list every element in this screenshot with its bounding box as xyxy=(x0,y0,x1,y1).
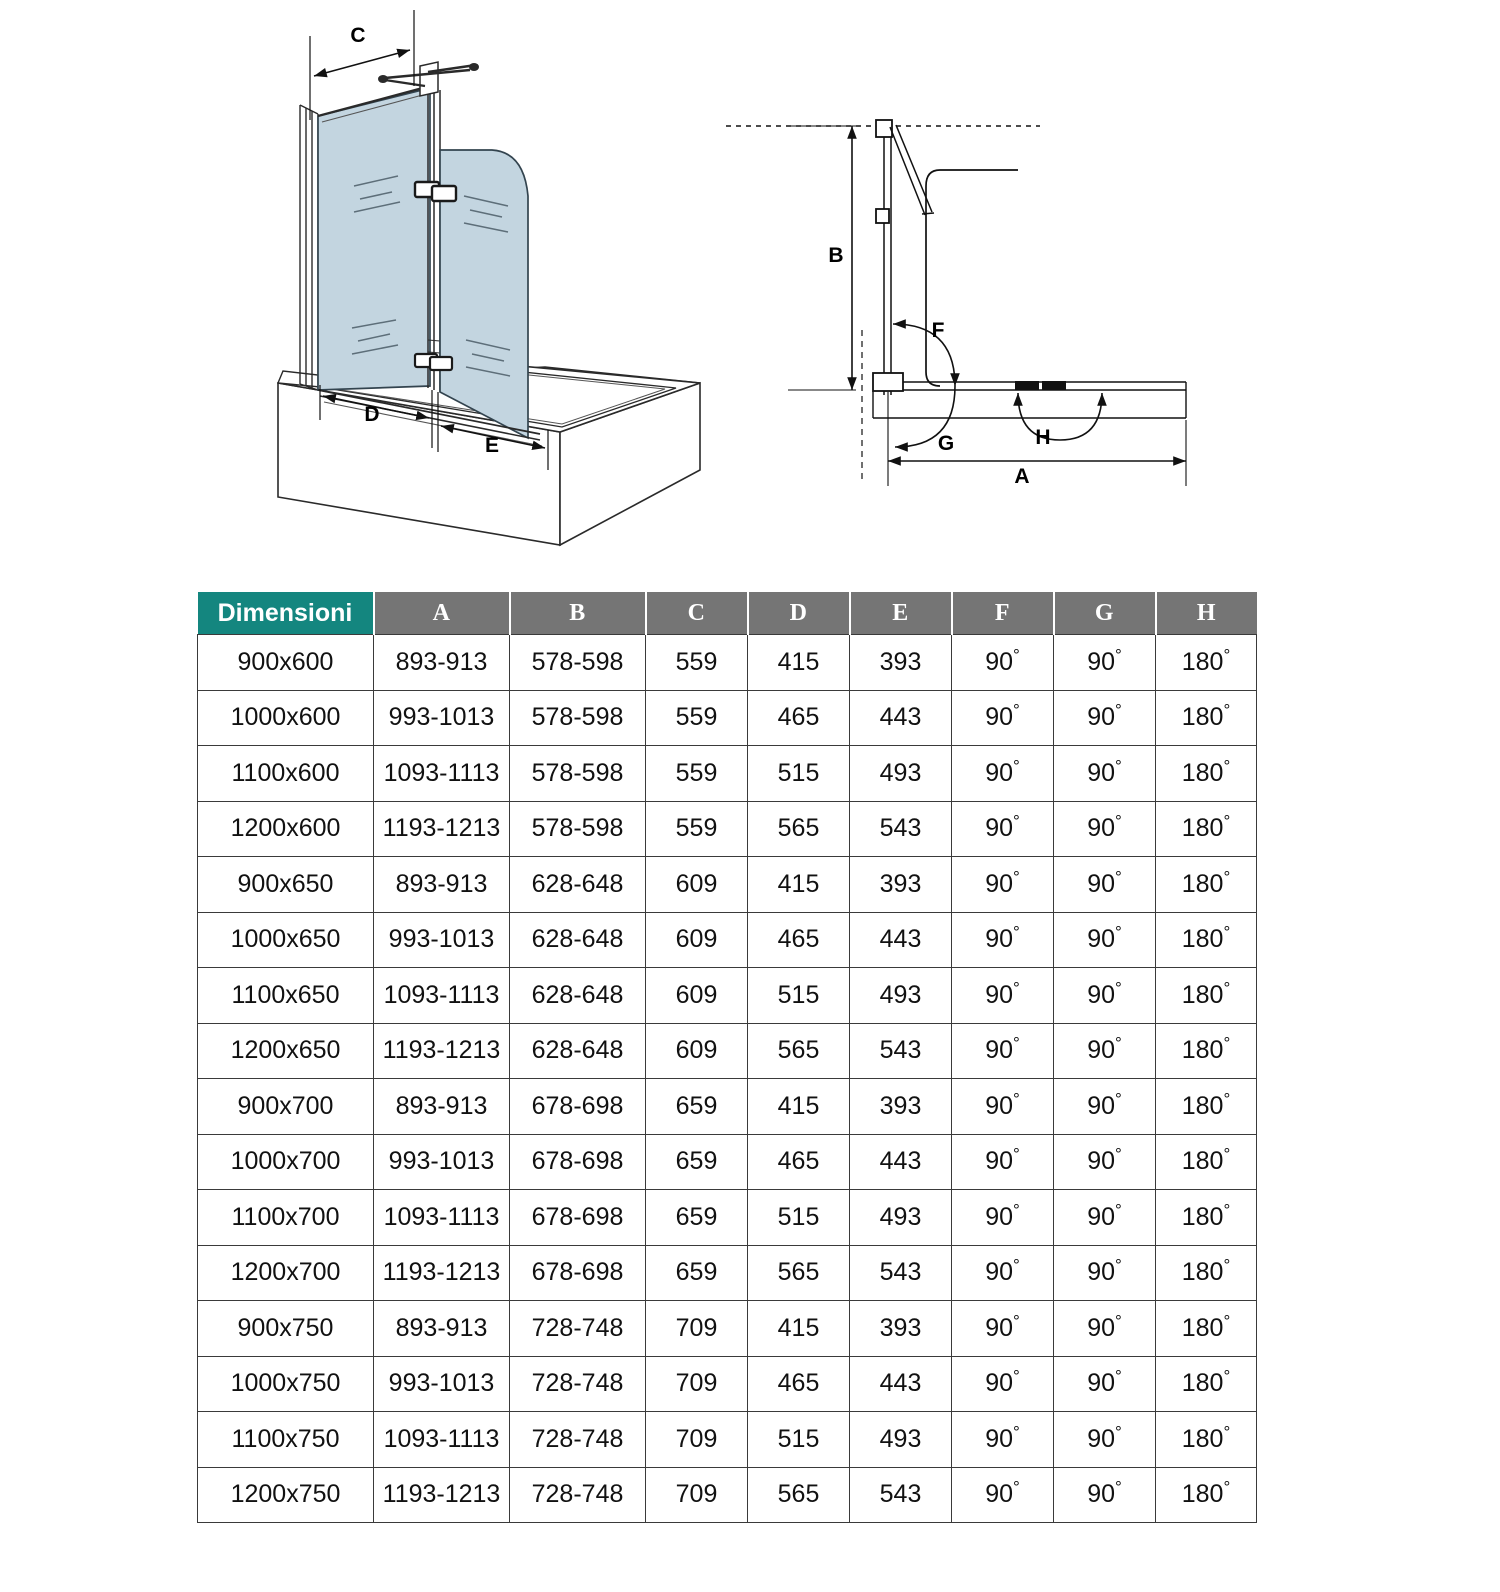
degree-symbol: ° xyxy=(1223,700,1231,720)
cell-c: 709 xyxy=(646,1301,748,1357)
cell-dim: 1000x650 xyxy=(198,912,374,968)
degree-symbol: ° xyxy=(1115,700,1122,720)
cell-c: 609 xyxy=(646,1023,748,1079)
cell-d: 465 xyxy=(748,912,850,968)
column-header-a: A xyxy=(374,592,510,635)
dimension-label-c: C xyxy=(350,24,366,47)
cell-g: 90° xyxy=(1054,1245,1156,1301)
cell-f: 90° xyxy=(952,746,1054,802)
cell-b: 728-748 xyxy=(510,1412,646,1468)
cell-f: 90° xyxy=(952,635,1054,691)
cell-c: 609 xyxy=(646,968,748,1024)
cell-h: 180° xyxy=(1156,1467,1257,1523)
cell-a: 893-913 xyxy=(374,1079,510,1135)
cell-b: 578-598 xyxy=(510,746,646,802)
cell-d: 565 xyxy=(748,1467,850,1523)
cell-e: 493 xyxy=(850,1190,952,1246)
cell-h: 180° xyxy=(1156,1190,1257,1246)
cell-b: 628-648 xyxy=(510,857,646,913)
degree-symbol: ° xyxy=(1013,1422,1020,1442)
cell-c: 659 xyxy=(646,1134,748,1190)
cell-d: 565 xyxy=(748,1245,850,1301)
cell-e: 443 xyxy=(850,912,952,968)
cell-h: 180° xyxy=(1156,1023,1257,1079)
dimension-label-g: G xyxy=(937,432,955,455)
cell-f: 90° xyxy=(952,912,1054,968)
cell-e: 393 xyxy=(850,635,952,691)
cell-dim: 1000x700 xyxy=(198,1134,374,1190)
cell-a: 1193-1213 xyxy=(374,1467,510,1523)
cell-c: 559 xyxy=(646,635,748,691)
elevation-view xyxy=(278,10,700,545)
cell-b: 678-698 xyxy=(510,1190,646,1246)
cell-d: 565 xyxy=(748,801,850,857)
cell-e: 443 xyxy=(850,1356,952,1412)
cell-c: 709 xyxy=(646,1467,748,1523)
cell-b: 578-598 xyxy=(510,690,646,746)
table-row xyxy=(198,1467,1257,1523)
cell-d: 415 xyxy=(748,1301,850,1357)
column-header-g: G xyxy=(1054,592,1156,635)
cell-c: 659 xyxy=(646,1190,748,1246)
cell-a: 1093-1113 xyxy=(374,746,510,802)
cell-b: 728-748 xyxy=(510,1467,646,1523)
cell-e: 493 xyxy=(850,968,952,1024)
degree-symbol: ° xyxy=(1223,645,1231,665)
mid-pivot-block xyxy=(876,209,889,223)
cell-h: 180° xyxy=(1156,635,1257,691)
degree-symbol: ° xyxy=(1115,1200,1122,1220)
degree-symbol: ° xyxy=(1013,1144,1020,1164)
degree-symbol: ° xyxy=(1013,922,1020,942)
technical-diagram-area xyxy=(0,0,1500,580)
degree-symbol: ° xyxy=(1115,1255,1122,1275)
degree-symbol: ° xyxy=(1223,1255,1231,1275)
dimension-label-h: H xyxy=(1035,426,1051,449)
dimension-label-b: B xyxy=(828,244,844,267)
cell-d: 465 xyxy=(748,1356,850,1412)
cell-e: 443 xyxy=(850,690,952,746)
cell-c: 559 xyxy=(646,690,748,746)
degree-symbol: ° xyxy=(1115,756,1122,776)
cell-b: 578-598 xyxy=(510,801,646,857)
cell-dim: 900x600 xyxy=(198,635,374,691)
cell-dim: 900x650 xyxy=(198,857,374,913)
degree-symbol: ° xyxy=(1223,1311,1231,1331)
degree-symbol: ° xyxy=(1013,700,1020,720)
fixed-panel-plan xyxy=(862,126,891,480)
cell-e: 393 xyxy=(850,1079,952,1135)
cell-e: 543 xyxy=(850,1245,952,1301)
degree-symbol: ° xyxy=(1013,811,1020,831)
degree-symbol: ° xyxy=(1223,922,1231,942)
cell-e: 393 xyxy=(850,857,952,913)
degree-symbol: ° xyxy=(1013,645,1020,665)
cell-d: 515 xyxy=(748,968,850,1024)
table-row xyxy=(198,1023,1257,1079)
top-pivot-block xyxy=(876,120,892,137)
table-row xyxy=(198,1190,1257,1246)
cell-h: 180° xyxy=(1156,690,1257,746)
cell-dim: 1200x700 xyxy=(198,1245,374,1301)
cell-e: 543 xyxy=(850,1467,952,1523)
dimension-b xyxy=(788,126,856,390)
cell-g: 90° xyxy=(1054,1134,1156,1190)
cell-b: 728-748 xyxy=(510,1301,646,1357)
cell-c: 659 xyxy=(646,1079,748,1135)
degree-symbol: ° xyxy=(1013,1033,1020,1053)
cell-h: 180° xyxy=(1156,1301,1257,1357)
dimension-label-e: E xyxy=(484,434,500,457)
cell-b: 628-648 xyxy=(510,968,646,1024)
cell-f: 90° xyxy=(952,1023,1054,1079)
degree-symbol: ° xyxy=(1115,1422,1122,1442)
table-row xyxy=(198,635,1257,691)
degree-symbol: ° xyxy=(1223,1366,1231,1386)
cell-g: 90° xyxy=(1054,1467,1156,1523)
degree-symbol: ° xyxy=(1115,645,1122,665)
column-header-d: D xyxy=(748,592,850,635)
column-header-e: E xyxy=(850,592,952,635)
cell-f: 90° xyxy=(952,1301,1054,1357)
corner-pivot-block xyxy=(873,373,903,391)
cell-g: 90° xyxy=(1054,1023,1156,1079)
degree-symbol: ° xyxy=(1013,1200,1020,1220)
degree-symbol: ° xyxy=(1115,867,1122,887)
angle-h xyxy=(1018,393,1102,449)
cell-f: 90° xyxy=(952,857,1054,913)
cell-h: 180° xyxy=(1156,912,1257,968)
degree-symbol: ° xyxy=(1223,1477,1231,1497)
cell-dim: 1100x750 xyxy=(198,1412,374,1468)
table-row xyxy=(198,1356,1257,1412)
cell-c: 559 xyxy=(646,801,748,857)
cell-f: 90° xyxy=(952,690,1054,746)
degree-symbol: ° xyxy=(1115,1311,1122,1331)
cell-b: 628-648 xyxy=(510,912,646,968)
cell-b: 678-698 xyxy=(510,1134,646,1190)
degree-symbol: ° xyxy=(1115,1144,1122,1164)
wall-profile xyxy=(300,105,318,390)
column-header-f: F xyxy=(952,592,1054,635)
cell-a: 993-1013 xyxy=(374,690,510,746)
cell-a: 993-1013 xyxy=(374,912,510,968)
cell-dim: 1100x700 xyxy=(198,1190,374,1246)
glass-panel-left xyxy=(318,88,430,390)
degree-symbol: ° xyxy=(1115,1366,1122,1386)
cell-d: 415 xyxy=(748,635,850,691)
dimensions-table-wrapper xyxy=(197,592,1256,1523)
cell-f: 90° xyxy=(952,1190,1054,1246)
degree-symbol: ° xyxy=(1223,1033,1231,1053)
table-row xyxy=(198,1079,1257,1135)
cell-h: 180° xyxy=(1156,968,1257,1024)
cell-d: 465 xyxy=(748,1134,850,1190)
cell-d: 515 xyxy=(748,1412,850,1468)
cell-d: 465 xyxy=(748,690,850,746)
cell-b: 628-648 xyxy=(510,1023,646,1079)
dimension-label-d: D xyxy=(364,403,380,426)
table-row xyxy=(198,1412,1257,1468)
cell-d: 515 xyxy=(748,746,850,802)
degree-symbol: ° xyxy=(1013,1477,1020,1497)
cell-h: 180° xyxy=(1156,1079,1257,1135)
column-header-dimensioni: Dimensioni xyxy=(198,592,374,635)
cell-dim: 1200x600 xyxy=(198,801,374,857)
cell-d: 415 xyxy=(748,857,850,913)
plan-view xyxy=(726,120,1186,488)
angle-g xyxy=(895,386,955,455)
dimension-label-f: F xyxy=(931,319,945,342)
cell-h: 180° xyxy=(1156,1412,1257,1468)
technical-drawings-svg xyxy=(0,0,1500,580)
cell-dim: 1200x650 xyxy=(198,1023,374,1079)
cell-g: 90° xyxy=(1054,857,1156,913)
cell-g: 90° xyxy=(1054,1301,1156,1357)
cell-dim: 1100x650 xyxy=(198,968,374,1024)
cell-a: 1093-1113 xyxy=(374,968,510,1024)
cell-e: 393 xyxy=(850,1301,952,1357)
degree-symbol: ° xyxy=(1223,867,1231,887)
degree-symbol: ° xyxy=(1223,1422,1231,1442)
cell-h: 180° xyxy=(1156,746,1257,802)
table-header xyxy=(198,592,1257,635)
degree-symbol: ° xyxy=(1223,756,1231,776)
cell-e: 443 xyxy=(850,1134,952,1190)
cell-dim: 900x700 xyxy=(198,1079,374,1135)
cell-c: 709 xyxy=(646,1412,748,1468)
cell-a: 1193-1213 xyxy=(374,1245,510,1301)
cell-e: 493 xyxy=(850,746,952,802)
cell-c: 659 xyxy=(646,1245,748,1301)
cell-g: 90° xyxy=(1054,690,1156,746)
cell-g: 90° xyxy=(1054,1079,1156,1135)
cell-f: 90° xyxy=(952,1356,1054,1412)
table-row xyxy=(198,968,1257,1024)
cell-h: 180° xyxy=(1156,1245,1257,1301)
degree-symbol: ° xyxy=(1013,1311,1020,1331)
cell-dim: 1200x750 xyxy=(198,1467,374,1523)
degree-symbol: ° xyxy=(1115,922,1122,942)
cell-e: 543 xyxy=(850,801,952,857)
table-row xyxy=(198,1301,1257,1357)
table-row xyxy=(198,746,1257,802)
cell-b: 678-698 xyxy=(510,1245,646,1301)
cell-g: 90° xyxy=(1054,1190,1156,1246)
degree-symbol: ° xyxy=(1013,1089,1020,1109)
cell-g: 90° xyxy=(1054,635,1156,691)
cell-a: 893-913 xyxy=(374,857,510,913)
stabiliser-bar-plan xyxy=(890,125,934,215)
degree-symbol: ° xyxy=(1223,1200,1231,1220)
table-header-row xyxy=(198,592,1257,635)
cell-h: 180° xyxy=(1156,1134,1257,1190)
cell-dim: 1000x600 xyxy=(198,690,374,746)
cell-dim: 900x750 xyxy=(198,1301,374,1357)
cell-d: 515 xyxy=(748,1190,850,1246)
cell-a: 1193-1213 xyxy=(374,1023,510,1079)
table-row xyxy=(198,1245,1257,1301)
table-row xyxy=(198,912,1257,968)
cell-a: 993-1013 xyxy=(374,1134,510,1190)
degree-symbol: ° xyxy=(1013,978,1020,998)
column-header-b: B xyxy=(510,592,646,635)
cell-g: 90° xyxy=(1054,1412,1156,1468)
degree-symbol: ° xyxy=(1223,1089,1231,1109)
degree-symbol: ° xyxy=(1013,1255,1020,1275)
degree-symbol: ° xyxy=(1013,867,1020,887)
cell-g: 90° xyxy=(1054,746,1156,802)
table-row xyxy=(198,1134,1257,1190)
cell-a: 1093-1113 xyxy=(374,1190,510,1246)
cell-dim: 1000x750 xyxy=(198,1356,374,1412)
column-header-c: C xyxy=(646,592,748,635)
door-leaf-plan xyxy=(926,170,1018,386)
cell-g: 90° xyxy=(1054,912,1156,968)
cell-f: 90° xyxy=(952,1412,1054,1468)
dimension-label-a: A xyxy=(1014,465,1030,488)
cell-g: 90° xyxy=(1054,968,1156,1024)
degree-symbol: ° xyxy=(1115,1033,1122,1053)
cell-c: 559 xyxy=(646,746,748,802)
cell-c: 709 xyxy=(646,1356,748,1412)
cell-a: 1093-1113 xyxy=(374,1412,510,1468)
degree-symbol: ° xyxy=(1115,978,1122,998)
cell-h: 180° xyxy=(1156,801,1257,857)
table-row xyxy=(198,801,1257,857)
cell-e: 493 xyxy=(850,1412,952,1468)
cell-dim: 1100x600 xyxy=(198,746,374,802)
cell-d: 565 xyxy=(748,1023,850,1079)
column-header-h: H xyxy=(1156,592,1257,635)
table-body xyxy=(198,635,1257,1523)
cell-c: 609 xyxy=(646,912,748,968)
cell-d: 415 xyxy=(748,1079,850,1135)
degree-symbol: ° xyxy=(1223,978,1231,998)
cell-f: 90° xyxy=(952,968,1054,1024)
cell-e: 543 xyxy=(850,1023,952,1079)
cell-c: 609 xyxy=(646,857,748,913)
degree-symbol: ° xyxy=(1223,811,1231,831)
cell-h: 180° xyxy=(1156,1356,1257,1412)
cell-f: 90° xyxy=(952,1134,1054,1190)
degree-symbol: ° xyxy=(1223,1144,1231,1164)
cell-a: 993-1013 xyxy=(374,1356,510,1412)
cell-b: 578-598 xyxy=(510,635,646,691)
cell-g: 90° xyxy=(1054,1356,1156,1412)
degree-symbol: ° xyxy=(1013,1366,1020,1386)
degree-symbol: ° xyxy=(1115,811,1122,831)
cell-a: 1193-1213 xyxy=(374,801,510,857)
table-row xyxy=(198,857,1257,913)
cell-a: 893-913 xyxy=(374,635,510,691)
cell-b: 728-748 xyxy=(510,1356,646,1412)
cell-f: 90° xyxy=(952,1467,1054,1523)
table-row xyxy=(198,690,1257,746)
cell-b: 678-698 xyxy=(510,1079,646,1135)
cell-h: 180° xyxy=(1156,857,1257,913)
cell-f: 90° xyxy=(952,1079,1054,1135)
degree-symbol: ° xyxy=(1115,1477,1122,1497)
degree-symbol: ° xyxy=(1115,1089,1122,1109)
cell-g: 90° xyxy=(1054,801,1156,857)
dimensions-table xyxy=(197,592,1257,1523)
degree-symbol: ° xyxy=(1013,756,1020,776)
cell-f: 90° xyxy=(952,801,1054,857)
cell-f: 90° xyxy=(952,1245,1054,1301)
cell-a: 893-913 xyxy=(374,1301,510,1357)
